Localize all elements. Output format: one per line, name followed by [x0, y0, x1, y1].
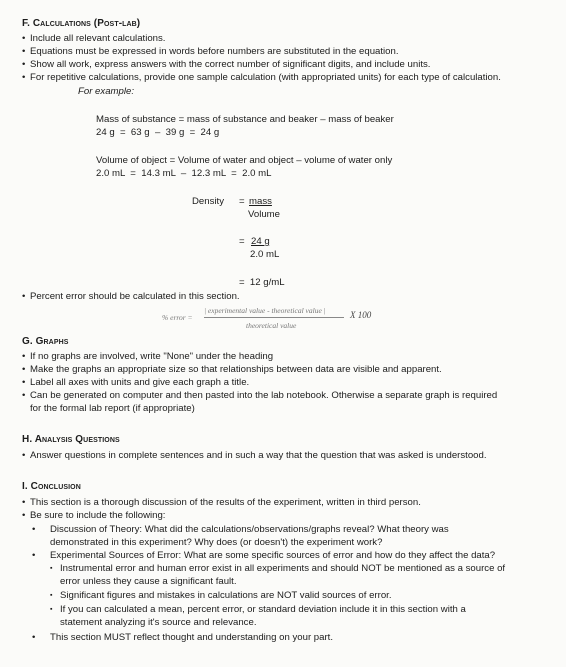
list-item-text: This section is a thorough discussion of the results of the experiment, written in third person.: [30, 497, 421, 508]
list-item-text: Percent error should be calculated in this section.: [30, 291, 240, 302]
square-bullet-icon: ▪: [50, 565, 53, 572]
bullet-icon: •: [32, 550, 36, 561]
example1-numbers: 24 g = 63 g – 39 g = 24 g: [96, 127, 220, 138]
bullet-icon: •: [22, 450, 26, 461]
list-item-text: If you can calculated a mean, percent error, or standard deviation include it in this section with a: [60, 604, 466, 615]
bullet-icon: •: [22, 72, 26, 83]
list-item-text: Instrumental error and human error exist in all experiments and should NOT be mentioned as a source of: [60, 563, 506, 574]
density-equals-2: =: [239, 236, 245, 247]
section-heading-conclusion: I. Conclusion: [22, 481, 81, 492]
list-item-text: Significant figures and mistakes in calculations are NOT valid sources of error.: [60, 590, 392, 601]
square-bullet-icon: ▪: [50, 606, 53, 613]
bullet-icon: •: [22, 390, 26, 401]
bullet-icon: •: [22, 364, 26, 375]
list-item-text: Make the graphs an appropriate size so that relationships between data are visible and apparent.: [30, 364, 442, 375]
bullet-icon: •: [22, 33, 26, 44]
section-heading-analysis: H. Analysis Questions: [22, 434, 120, 445]
formula-multiplier: X 100: [350, 310, 372, 320]
section-heading-calculations: F. Calculations (Post-lab): [22, 18, 141, 29]
list-item-text: For repetitive calculations, provide one sample calculation (with appropriated units) for each type of calculation.: [30, 72, 501, 83]
density-label: Density: [192, 196, 224, 207]
bullet-icon: •: [22, 291, 26, 302]
formula-lhs: % error =: [162, 313, 193, 322]
example2-words: Volume of object = Volume of water and object – volume of water only: [96, 155, 393, 166]
list-item-text: Can be generated on computer and then pasted into the lab notebook. Otherwise a separate graph is required: [30, 390, 498, 401]
list-item-text-cont: for the formal lab report (if appropriate): [30, 403, 195, 414]
list-item-text: This section MUST reflect thought and understanding on your part.: [50, 632, 333, 643]
example1-words: Mass of substance = mass of substance and beaker – mass of beaker: [96, 114, 394, 125]
density-denominator-1: Volume: [248, 209, 280, 220]
density-result: = 12 g/mL: [239, 277, 285, 288]
list-item-text: Answer questions in complete sentences and in such a way that the question that was asked is understood.: [30, 450, 487, 461]
list-item-text: Include all relevant calculations.: [30, 33, 166, 44]
density-equals-1: =: [239, 196, 245, 207]
density-numerator-2: 24 g: [251, 236, 270, 247]
bullet-icon: •: [32, 524, 36, 535]
example-label: For example:: [78, 86, 134, 97]
bullet-icon: •: [22, 377, 26, 388]
bullet-icon: •: [22, 351, 26, 362]
list-item-text: Show all work, express answers with the correct number of significant digits, and include units.: [30, 59, 431, 70]
list-item-text: Be sure to include the following:: [30, 510, 166, 521]
list-item-text: If no graphs are involved, write "None" under the heading: [30, 351, 274, 362]
bullet-icon: •: [32, 632, 36, 643]
list-item-text: Experimental Sources of Error: What are some specific sources of error and how do they affect the data?: [50, 550, 496, 561]
example2-numbers: 2.0 mL = 14.3 mL – 12.3 mL = 2.0 mL: [96, 168, 272, 179]
formula-numerator: | experimental value - theoretical value |: [204, 306, 326, 315]
formula-denominator: theoretical value: [246, 321, 297, 330]
list-item-text: Equations must be expressed in words before numbers are substituted in the equation.: [30, 46, 399, 57]
square-bullet-icon: ▪: [50, 592, 53, 599]
bullet-icon: •: [22, 46, 26, 57]
density-numerator-1: mass: [249, 196, 272, 207]
list-item-text-cont: statement analyzing it's source and relevance.: [60, 617, 257, 628]
bullet-icon: •: [22, 497, 26, 508]
list-item-text-cont: demonstrated in this experiment? Why does (or doesn't) the experiment work?: [50, 537, 383, 548]
fraction-bar: [204, 317, 344, 318]
list-item-text-cont: error unless they cause a significant fault.: [60, 576, 237, 587]
section-heading-graphs: G. Graphs: [22, 336, 69, 347]
density-denominator-2: 2.0 mL: [250, 249, 280, 260]
list-item-text: Label all axes with units and give each graph a title.: [30, 377, 250, 388]
bullet-icon: •: [22, 510, 26, 521]
list-item-text: Discussion of Theory: What did the calculations/observations/graphs reveal? What theory was: [50, 524, 449, 535]
bullet-icon: •: [22, 59, 26, 70]
